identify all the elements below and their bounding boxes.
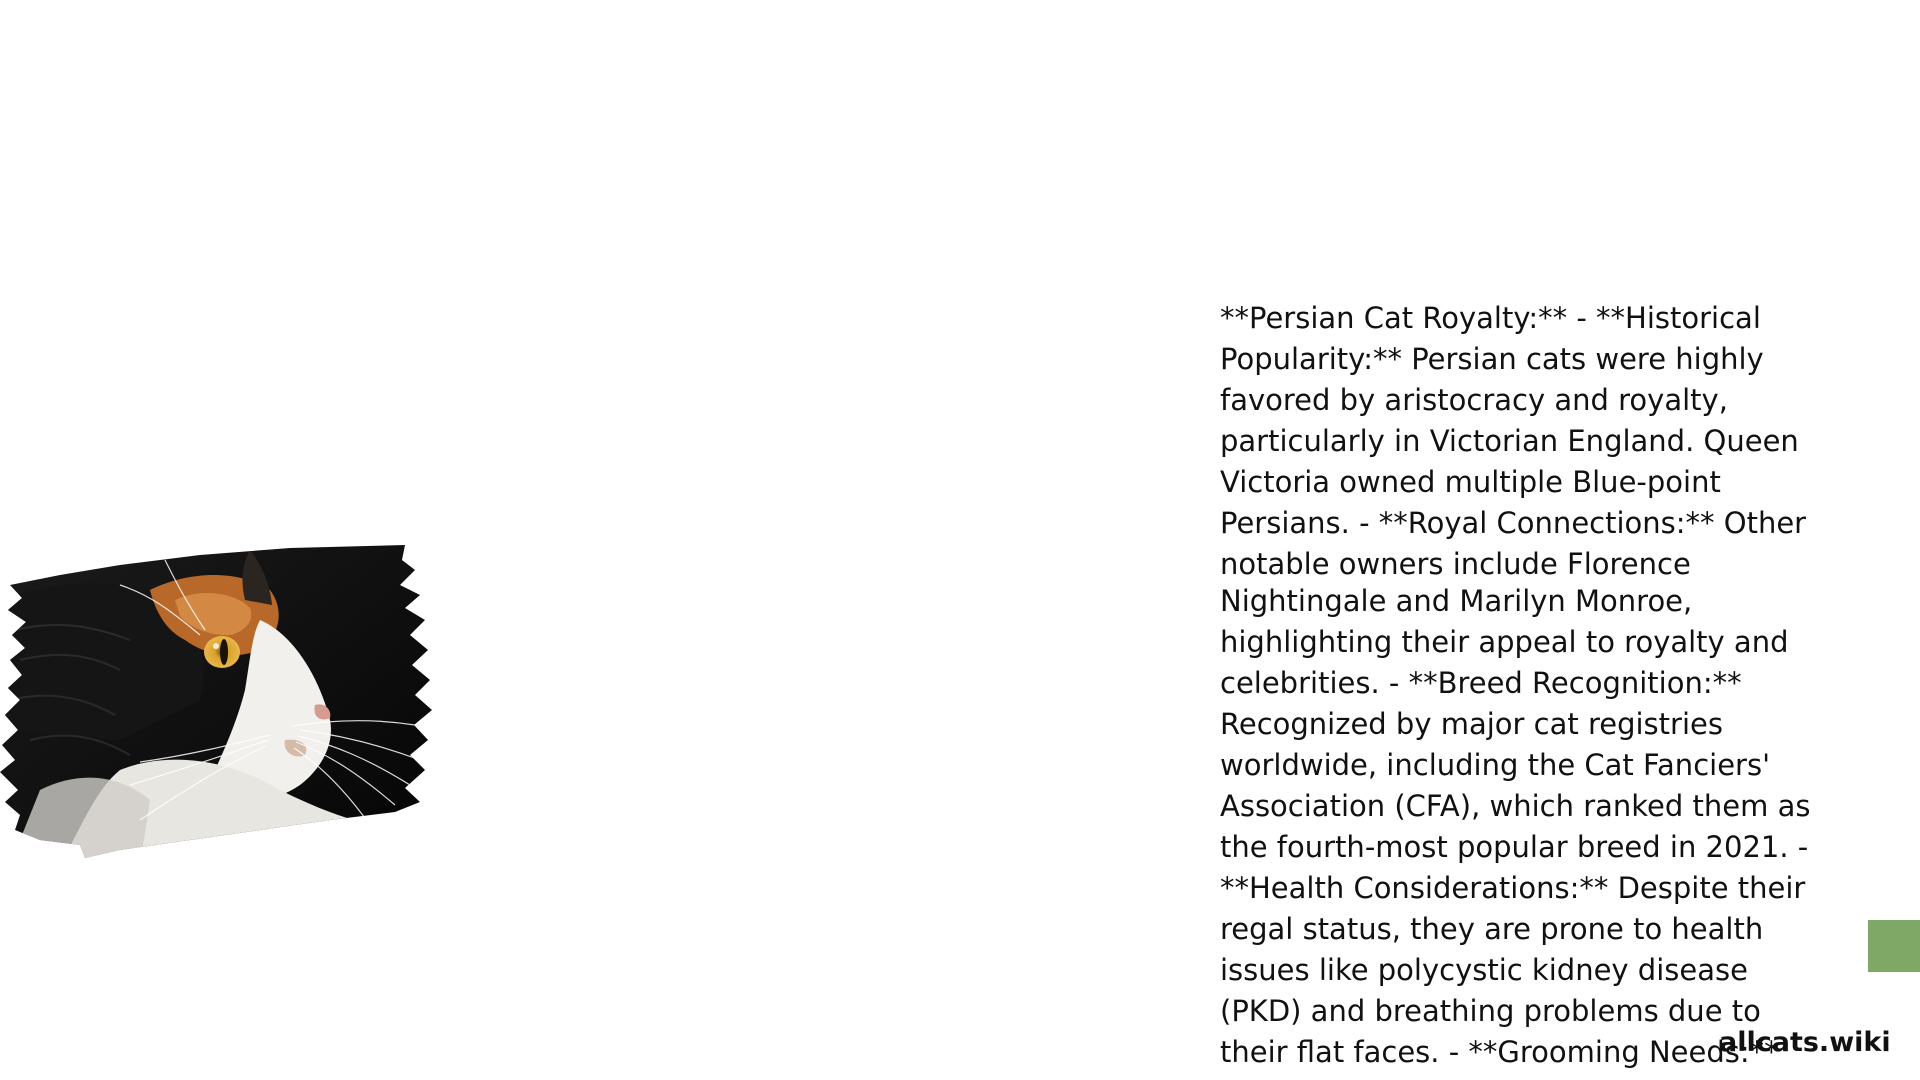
cat-illustration-svg [0,540,435,865]
article-line: highlighting their appeal to royalty and [1220,625,1789,659]
article-line: the fourth-most popular breed in 2021. - [1220,830,1809,864]
site-watermark-label: allcats.wiki [1719,1027,1891,1058]
article-line: Persians. - **Royal Connections:** Other [1220,506,1807,540]
article-line: Association (CFA), which ranked them as [1220,789,1811,823]
article-line: **Health Considerations:** Despite their [1220,871,1806,905]
accent-square [1868,920,1920,972]
cat-portrait-image [0,540,435,865]
article-line: regal status, they are prone to health [1220,912,1764,946]
article-line: Recognized by major cat registries [1220,707,1723,741]
article-line: issues like polycystic kidney disease [1220,953,1748,987]
article-line: their flat faces. - **Grooming Needs:** [1220,1035,1779,1069]
article-line: particularly in Victorian England. Queen [1220,424,1799,458]
article-line: **Persian Cat Royalty:** - **Historical [1220,301,1761,335]
article-text-block [1220,298,1820,1073]
article-line: Popularity:** Persian cats were highly [1220,342,1764,376]
article-line: celebrities. - **Breed Recognition:** [1220,666,1742,700]
article-line: Nightingale and Marilyn Monroe, [1220,584,1693,618]
article-line: Victoria owned multiple Blue-point [1220,465,1721,499]
article-line: notable owners include Florence [1220,547,1691,581]
article-line: (PKD) and breathing problems due to [1220,994,1761,1028]
article-line: worldwide, including the Cat Fanciers' [1220,748,1771,782]
article-line: favored by aristocracy and royalty, [1220,383,1728,417]
